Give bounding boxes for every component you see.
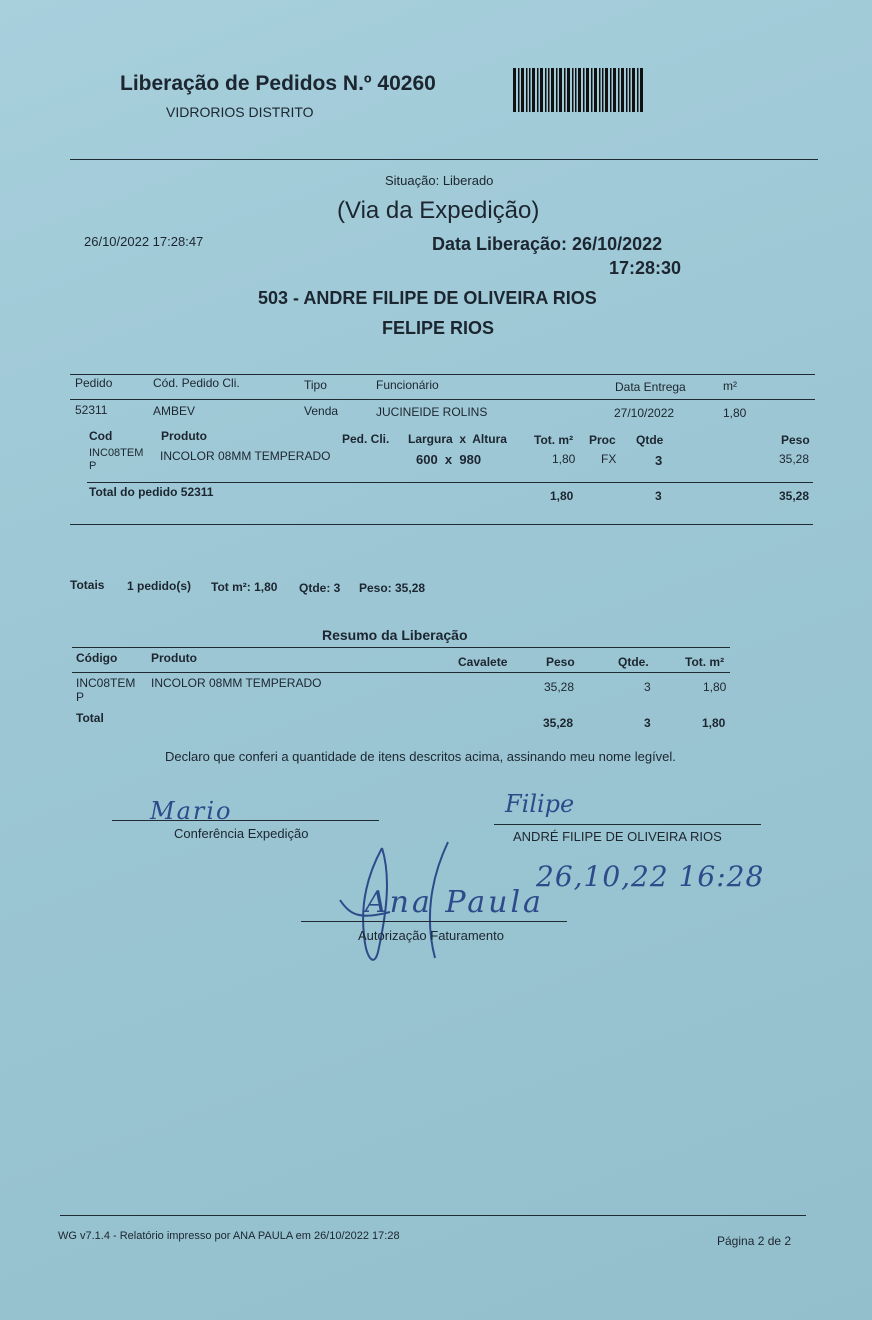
- summary-title: Resumo da Liberação: [322, 627, 468, 643]
- conferencia-signature: Mario: [150, 797, 233, 825]
- item-header-largura-altura: Largura x Altura: [408, 432, 507, 446]
- item-largura-altura: 600 x 980: [416, 452, 482, 467]
- summary-row-produto: INCOLOR 08MM TEMPERADO: [151, 676, 322, 690]
- item-qtde: 3: [655, 453, 663, 468]
- order-table-bottom-rule: [70, 524, 813, 525]
- conferencia-signature-line: [112, 820, 379, 821]
- footer-report-info: WG v7.1.4 - Relatório impresso por ANA PAULA em 26/10/2022 17:28: [58, 1230, 400, 1242]
- summary-total-tot-m2: 1,80: [702, 716, 726, 730]
- client-signature-line: [494, 824, 761, 825]
- company-name: VIDRORIOS DISTRITO: [166, 104, 314, 120]
- order-header-pedido: Pedido: [75, 376, 113, 390]
- summary-header-tot-m2: Tot. m²: [685, 655, 725, 669]
- order-header-rule: [70, 399, 815, 400]
- footer-page-number: Página 2 de 2: [717, 1234, 792, 1248]
- conferencia-label: Conferência Expedição: [174, 826, 309, 841]
- status-label: Situação: Liberado: [385, 173, 494, 188]
- declaration-text: Declaro que conferi a quantidade de itens descritos acima, assinando meu nome legível.: [165, 749, 676, 764]
- autorizacao-signature-line: [301, 921, 567, 922]
- order-table-top-rule: [70, 374, 815, 375]
- summary-row-codigo-line2: P: [76, 690, 85, 704]
- item-produto: INCOLOR 08MM TEMPERADO: [160, 449, 331, 463]
- totals-label: Totais: [70, 578, 105, 592]
- item-header-qtde: Qtde: [636, 433, 664, 447]
- summary-header-codigo: Código: [76, 651, 118, 665]
- item-proc: FX: [601, 452, 617, 466]
- handwritten-date: 26,10,22 16:28: [536, 860, 765, 893]
- summary-total-label: Total: [76, 711, 104, 725]
- client-signature: Filipe: [505, 790, 575, 818]
- order-row-cod-cli: AMBEV: [153, 404, 196, 418]
- summary-header-peso: Peso: [546, 655, 575, 669]
- order-row-tipo: Venda: [304, 404, 339, 418]
- order-header-cod-cli: Cód. Pedido Cli.: [153, 376, 240, 390]
- item-header-ped-cli: Ped. Cli.: [342, 432, 390, 446]
- item-cod-line1: INC08TEM: [89, 447, 144, 459]
- item-header-cod: Cod: [89, 429, 113, 443]
- order-row-pedido: 52311: [75, 403, 108, 417]
- order-total-peso: 35,28: [779, 489, 810, 503]
- footer-rule: [60, 1215, 806, 1216]
- liberation-time: 17:28:30: [609, 258, 682, 278]
- via-label: (Via da Expedição): [337, 197, 540, 224]
- item-cod-line2: P: [89, 460, 97, 472]
- liberation-date: Data Liberação: 26/10/2022: [432, 234, 663, 254]
- order-total-tot-m2: 1,80: [550, 489, 574, 503]
- order-row-funcionario: JUCINEIDE ROLINS: [376, 405, 488, 419]
- summary-header-cavalete: Cavalete: [458, 655, 508, 669]
- document-title: Liberação de Pedidos N.º 40260: [120, 72, 436, 95]
- summary-top-rule: [72, 647, 730, 648]
- order-header-tipo: Tipo: [304, 378, 327, 392]
- autorizacao-signature: Ana Paula: [365, 885, 544, 920]
- item-peso: 35,28: [779, 452, 810, 466]
- order-row-data-entrega: 27/10/2022: [614, 406, 675, 420]
- totals-pedidos: 1 pedido(s): [127, 579, 192, 593]
- summary-total-qtde: 3: [644, 716, 651, 730]
- item-header-produto: Produto: [161, 429, 207, 443]
- summary-row-codigo-line1: INC08TEM: [76, 676, 136, 690]
- summary-header-qtde: Qtde.: [618, 655, 649, 669]
- order-header-m2: m²: [723, 379, 737, 393]
- summary-row-peso: 35,28: [544, 680, 575, 694]
- order-header-data-entrega: Data Entrega: [615, 380, 686, 394]
- client-alias: FELIPE RIOS: [382, 318, 495, 338]
- client-name: 503 - ANDRE FILIPE DE OLIVEIRA RIOS: [258, 288, 597, 308]
- summary-header-rule: [72, 672, 730, 673]
- item-tot-m2: 1,80: [552, 452, 576, 466]
- order-row-m2: 1,80: [723, 406, 747, 420]
- item-header-tot-m2: Tot. m²: [534, 433, 574, 447]
- printed-datetime: 26/10/2022 17:28:47: [84, 234, 204, 249]
- summary-row-tot-m2: 1,80: [703, 680, 727, 694]
- order-total-qtde: 3: [655, 489, 662, 503]
- item-header-peso: Peso: [781, 433, 810, 447]
- totals-peso: Peso: 35,28: [359, 581, 426, 595]
- totals-tot-m2: Tot m²: 1,80: [211, 580, 278, 594]
- summary-header-produto: Produto: [151, 651, 197, 665]
- order-total-rule: [87, 482, 813, 483]
- order-total-label: Total do pedido 52311: [89, 485, 214, 499]
- summary-total-peso: 35,28: [543, 716, 574, 730]
- client-signature-label: ANDRÉ FILIPE DE OLIVEIRA RIOS: [513, 829, 722, 844]
- autorizacao-label: Autorização Faturamento: [358, 928, 504, 943]
- header-divider: [70, 159, 818, 160]
- barcode-icon: [513, 68, 645, 112]
- summary-row-qtde: 3: [644, 680, 651, 694]
- totals-qtde: Qtde: 3: [299, 581, 341, 595]
- order-header-funcionario: Funcionário: [376, 378, 439, 392]
- item-header-proc: Proc: [589, 433, 616, 447]
